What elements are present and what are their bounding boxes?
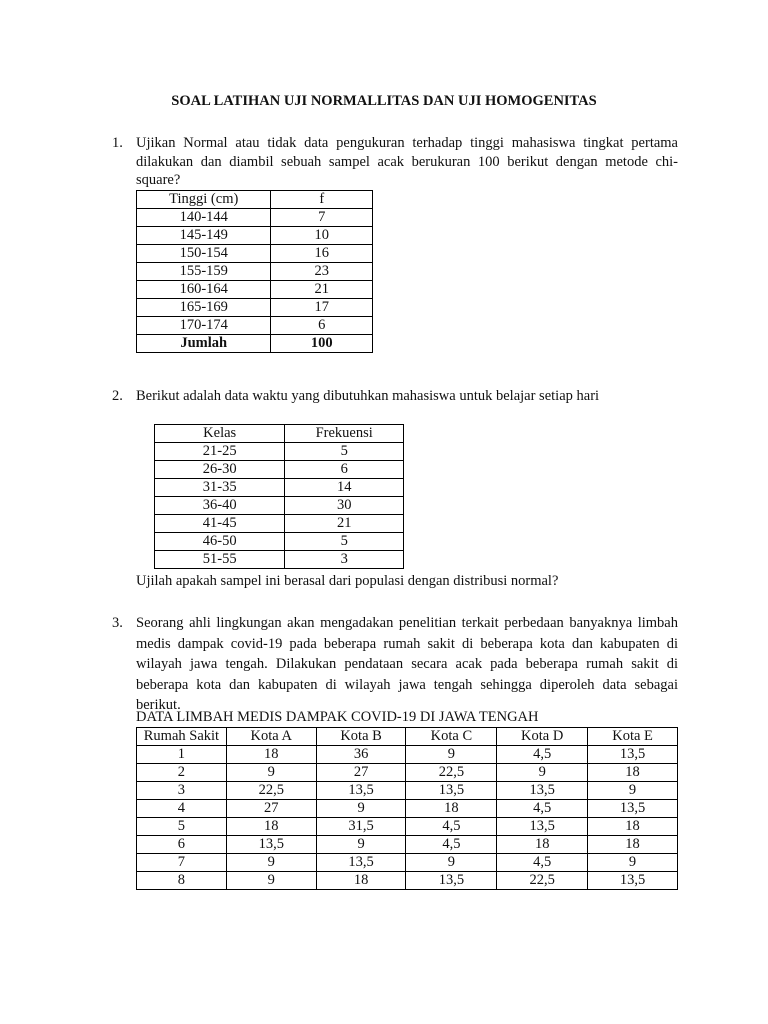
table-cell: 9 <box>406 746 497 764</box>
study-time-table <box>154 424 404 569</box>
table-cell: 4,5 <box>497 746 588 764</box>
table-cell: 31,5 <box>316 818 406 836</box>
question-text: Berikut adalah data waktu yang dibutuhkan mahasiswa untuk belajar setiap hari <box>136 388 600 404</box>
table-row <box>155 461 404 479</box>
medical-waste-table <box>136 727 678 890</box>
table-cell: 46-50 <box>155 533 285 551</box>
table-row <box>137 317 373 335</box>
table-cell: 13,5 <box>406 782 497 800</box>
table-cell: 4 <box>137 800 227 818</box>
table-cell: 10 <box>271 227 373 245</box>
table-row <box>137 209 373 227</box>
table-row <box>155 425 404 443</box>
total-label: Jumlah <box>137 335 271 353</box>
table-row <box>137 299 373 317</box>
table-row <box>155 479 404 497</box>
question-3 <box>112 613 678 716</box>
table-cell: 18 <box>226 818 316 836</box>
table-cell: 9 <box>316 836 406 854</box>
table-cell: f <box>271 191 373 209</box>
table-cell: 3 <box>285 551 404 569</box>
table-cell: 150-154 <box>137 245 271 263</box>
table-row <box>155 443 404 461</box>
table-row <box>137 764 678 782</box>
table-cell: 13,5 <box>316 854 406 872</box>
table-cell: Kota E <box>588 728 678 746</box>
table-cell: 22,5 <box>406 764 497 782</box>
table-cell: 9 <box>588 854 678 872</box>
table-cell: 13,5 <box>588 746 678 764</box>
table-cell: 13,5 <box>316 782 406 800</box>
table-cell: 8 <box>137 872 227 890</box>
question-2 <box>112 387 678 406</box>
table-cell: 36-40 <box>155 497 285 515</box>
table-cell: 18 <box>588 764 678 782</box>
table-cell: 13,5 <box>406 872 497 890</box>
total-value: 100 <box>271 335 373 353</box>
table-cell: 140-144 <box>137 209 271 227</box>
table-row <box>137 836 678 854</box>
table-cell: 170-174 <box>137 317 271 335</box>
table-row <box>155 515 404 533</box>
table-cell: Frekuensi <box>285 425 404 443</box>
table-row <box>137 818 678 836</box>
table-cell: 13,5 <box>226 836 316 854</box>
table-cell: Kelas <box>155 425 285 443</box>
table-row <box>137 872 678 890</box>
table-cell: 18 <box>226 746 316 764</box>
table-cell: 4,5 <box>497 800 588 818</box>
table-cell: 165-169 <box>137 299 271 317</box>
table-cell: 9 <box>226 872 316 890</box>
table-cell: 18 <box>406 800 497 818</box>
table-cell: 30 <box>285 497 404 515</box>
table-cell: 9 <box>588 782 678 800</box>
table-cell: 23 <box>271 263 373 281</box>
table-cell: 9 <box>406 854 497 872</box>
table-cell: 3 <box>137 782 227 800</box>
table-cell: 16 <box>271 245 373 263</box>
table-row <box>137 800 678 818</box>
table-cell: 7 <box>137 854 227 872</box>
table-row <box>137 782 678 800</box>
table-cell: 51-55 <box>155 551 285 569</box>
table-cell: 2 <box>137 764 227 782</box>
table-cell: 6 <box>285 461 404 479</box>
table-cell: 21 <box>271 281 373 299</box>
table-cell: 160-164 <box>137 281 271 299</box>
table-row <box>137 245 373 263</box>
table-row <box>137 191 373 209</box>
table-cell: 145-149 <box>137 227 271 245</box>
table-cell: Kota A <box>226 728 316 746</box>
table-cell: 41-45 <box>155 515 285 533</box>
table-cell: 9 <box>497 764 588 782</box>
table-cell: 18 <box>316 872 406 890</box>
table-cell: 17 <box>271 299 373 317</box>
table-row <box>137 746 678 764</box>
table-cell: 18 <box>588 836 678 854</box>
question-number: 2. <box>112 388 123 404</box>
table-cell: 36 <box>316 746 406 764</box>
table-cell: 7 <box>271 209 373 227</box>
table-cell: 4,5 <box>406 818 497 836</box>
table-row <box>155 533 404 551</box>
table-row <box>137 854 678 872</box>
question-1 <box>112 134 678 190</box>
document-title: SOAL LATIHAN UJI NORMALLITAS DAN UJI HOMOGENITAS <box>171 93 597 109</box>
question-number: 1. <box>112 135 123 151</box>
question-2-prompt: Ujilah apakah sampel ini berasal dari populasi dengan distribusi normal? <box>136 573 559 589</box>
table-row <box>155 551 404 569</box>
table-cell: Kota D <box>497 728 588 746</box>
table-cell: 18 <box>588 818 678 836</box>
table-cell: 21-25 <box>155 443 285 461</box>
table-title: DATA LIMBAH MEDIS DAMPAK COVID-19 DI JAWA TENGAH <box>136 709 539 725</box>
table-cell: 6 <box>271 317 373 335</box>
question-text: Seorang ahli lingkungan akan mengadakan penelitian terkait perbedaan banyaknya limbah medis dampak covid-19 pada beberapa rumah sakit di beberapa kota dan kabupaten di wilayah jawa tengah. Dilakukan pendataan secara acak pada beberapa rumah sakit di beberapa kota dan kabupaten di wilayah jawa tengah sehingga diperoleh data sebagai berikut. <box>136 615 678 713</box>
table-cell: 9 <box>226 854 316 872</box>
table-cell: 27 <box>226 800 316 818</box>
table-cell: Rumah Sakit <box>137 728 227 746</box>
table-cell: 4,5 <box>497 854 588 872</box>
table-row <box>155 497 404 515</box>
table-cell: 9 <box>316 800 406 818</box>
table-cell: 21 <box>285 515 404 533</box>
table-cell: 13,5 <box>588 800 678 818</box>
table-cell: 27 <box>316 764 406 782</box>
table-cell: 26-30 <box>155 461 285 479</box>
question-number: 3. <box>112 615 123 631</box>
table-row <box>137 263 373 281</box>
table-cell: 13,5 <box>588 872 678 890</box>
table-cell: 4,5 <box>406 836 497 854</box>
table-cell: 1 <box>137 746 227 764</box>
table-row <box>137 281 373 299</box>
table-cell: Kota B <box>316 728 406 746</box>
total-row <box>137 335 373 353</box>
table-row <box>137 227 373 245</box>
table-cell: 5 <box>285 533 404 551</box>
table-cell: 5 <box>137 818 227 836</box>
table-cell: 14 <box>285 479 404 497</box>
table-cell: 22,5 <box>226 782 316 800</box>
table-cell: 9 <box>226 764 316 782</box>
table-cell: 22,5 <box>497 872 588 890</box>
height-frequency-table <box>136 190 373 353</box>
table-cell: Kota C <box>406 728 497 746</box>
table-cell: 13,5 <box>497 782 588 800</box>
table-cell: 5 <box>285 443 404 461</box>
table-cell: 18 <box>497 836 588 854</box>
table-cell: 31-35 <box>155 479 285 497</box>
question-text: Ujikan Normal atau tidak data pengukuran terhadap tinggi mahasiswa tingkat pertama dilakukan dan diambil sebuah sampel acak berukuran 100 berikut dengan metode chi-square? <box>136 135 678 188</box>
table-row <box>137 728 678 746</box>
table-cell: 155-159 <box>137 263 271 281</box>
table-cell: Tinggi (cm) <box>137 191 271 209</box>
table-cell: 13,5 <box>497 818 588 836</box>
table-cell: 6 <box>137 836 227 854</box>
